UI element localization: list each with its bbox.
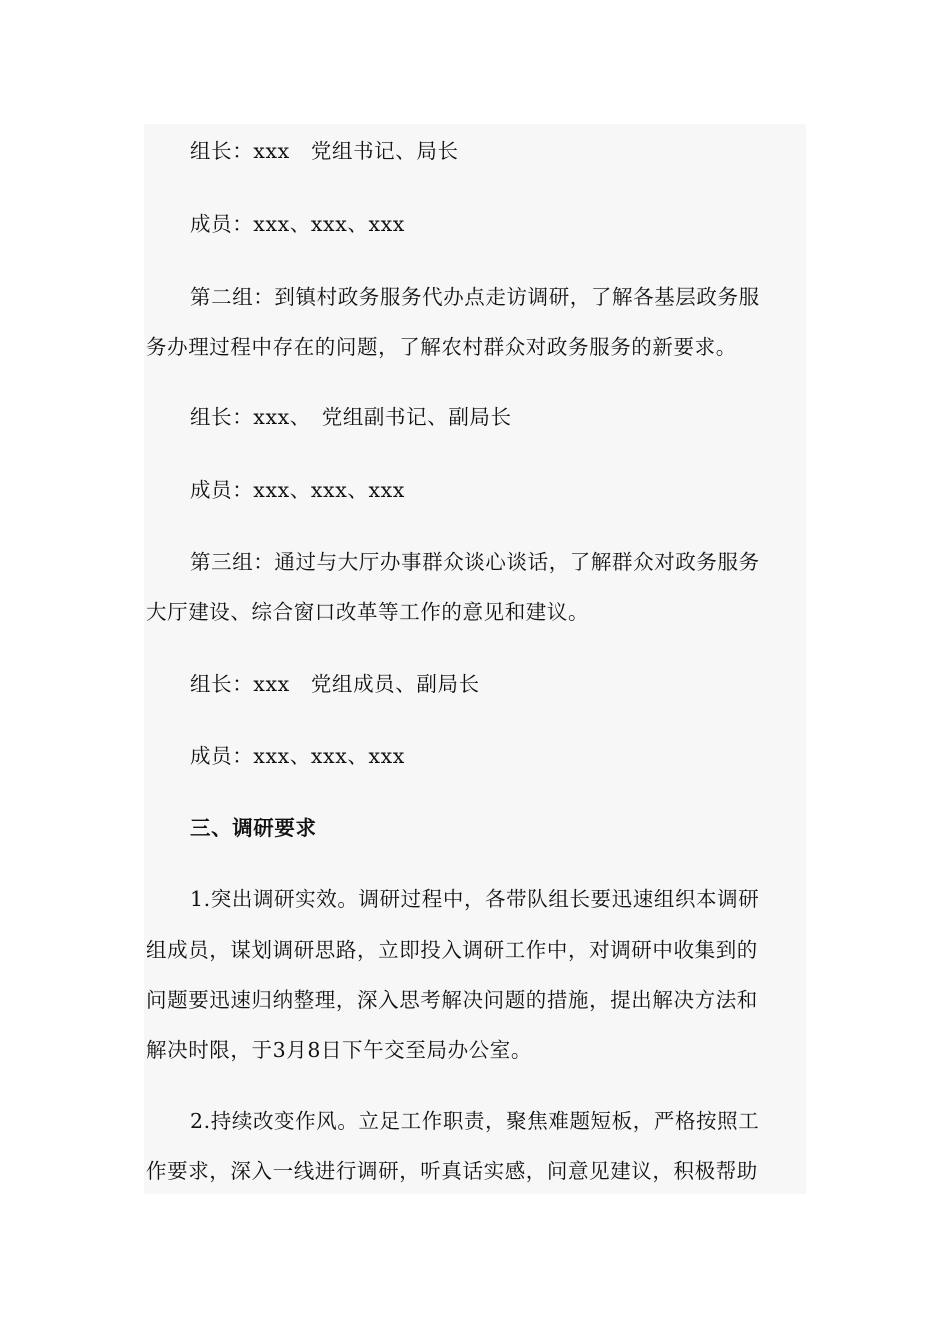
group3-description-line2: 大厅建设、综合窗口改革等工作的意见和建议。 <box>146 600 590 624</box>
group2-description-line2: 务办理过程中存在的问题，了解农村群众对政务服务的新要求。 <box>146 335 737 359</box>
requirement1-line3: 问题要迅速归纳整理，深入思考解决问题的措施，提出解决方法和 <box>146 988 758 1012</box>
requirement1-line4: 解决时限，于3月8日下午交至局办公室。 <box>146 1038 532 1062</box>
group2-leader: 组长：xxx、 党组副书记、副局长 <box>190 405 512 429</box>
group3-members: 成员：xxx、xxx、xxx <box>190 744 405 768</box>
group1-members: 成员：xxx、xxx、xxx <box>190 212 405 236</box>
requirement2-line1: 2.持续改变作风。立足工作职责，聚焦难题短板，严格按照工 <box>190 1109 760 1133</box>
requirement2-line2: 作要求，深入一线进行调研，听真话实感，问意见建议，积极帮助 <box>146 1159 758 1183</box>
group3-leader: 组长：xxx 党组成员、副局长 <box>190 672 480 696</box>
requirement1-line2: 组成员，谋划调研思路，立即投入调研工作中，对调研中收集到的 <box>146 938 758 962</box>
requirement1-line1: 1.突出调研实效。调研过程中，各带队组长要迅速组织本调研 <box>190 887 760 911</box>
section-heading: 三、调研要求 <box>190 816 317 840</box>
group2-members: 成员：xxx、xxx、xxx <box>190 478 405 502</box>
group3-description-line1: 第三组：通过与大厅办事群众谈心谈话，了解群众对政务服务 <box>190 550 760 574</box>
group2-description-line1: 第二组：到镇村政务服务代办点走访调研，了解各基层政务服 <box>190 285 760 309</box>
group1-leader: 组长：xxx 党组书记、局长 <box>190 139 459 163</box>
